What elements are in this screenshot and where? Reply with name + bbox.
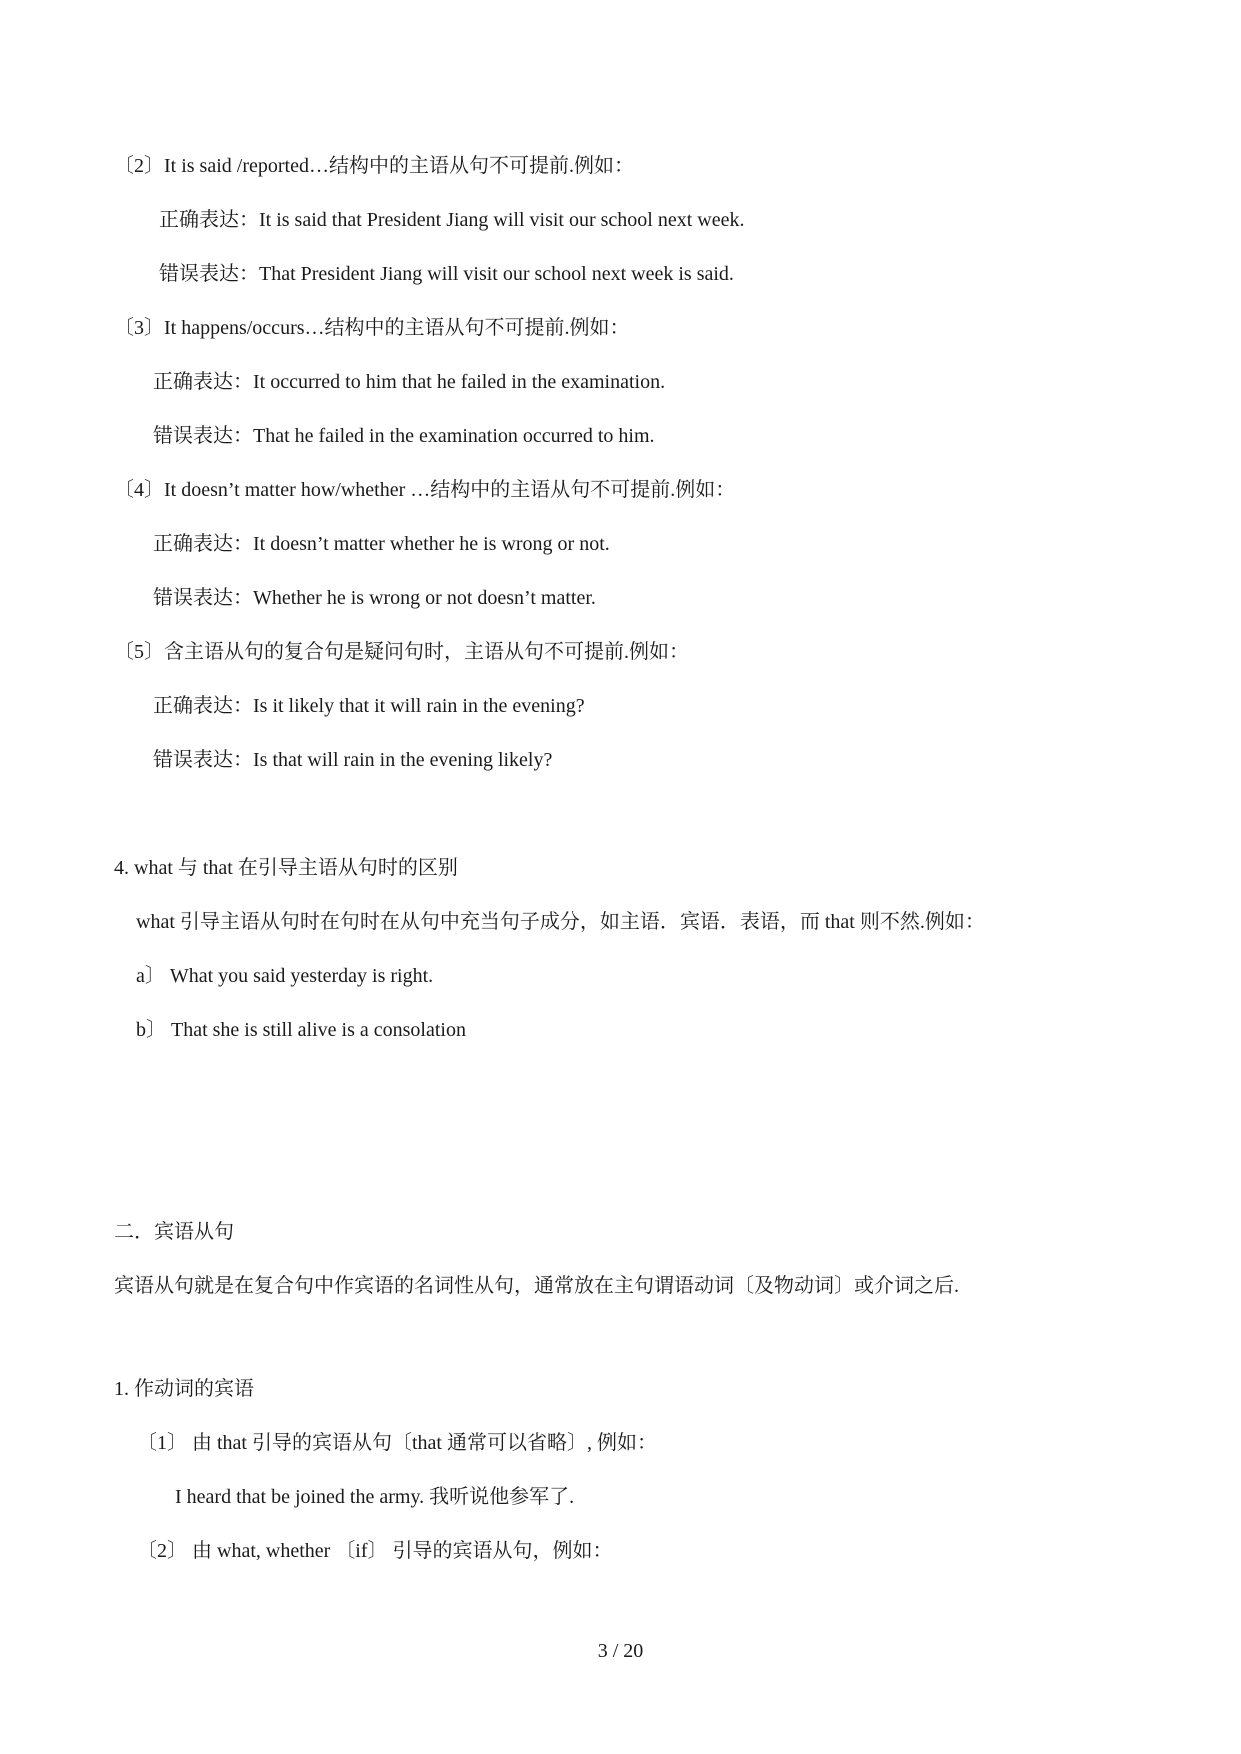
object-clause-definition: 宾语从句就是在复合句中作宾语的名词性从句，通常放在主句谓语动词〔及物动词〕或介词之后. [114,1275,959,1297]
object-clause-point2: 〔2〕 由 what, whether 〔if〕 引导的宾语从句，例如： [137,1540,613,1562]
section4-heading: 4. what 与 that 在引导主语从句时的区别 [114,857,458,879]
object-clause-sub1-heading: 1. 作动词的宾语 [114,1378,254,1400]
item4-correct-example: 正确表达：It doesn’t matter whether he is wrong or not. [153,533,610,555]
item3-heading: 〔3〕It happens/occurs…结构中的主语从句不可提前.例如： [114,317,630,339]
item4-wrong-example: 错误表达：Whether he is wrong or not doesn’t matter. [153,587,596,609]
item3-wrong-example: 错误表达：That he failed in the examination occurred to him. [153,425,655,447]
page-number: 3 / 20 [597,1640,644,1662]
item3-correct-example: 正确表达：It occurred to him that he failed in the examination. [153,371,666,393]
item4-heading: 〔4〕It doesn’t matter how/whether …结构中的主语从句不可提前.例如： [114,479,736,501]
item2-correct-example: 正确表达：It is said that President Jiang will visit our school next week. [159,209,745,231]
section4-intro: what 引导主语从句时在句时在从句中充当句子成分，如主语．宾语．表语，而 that 则不然.例如： [136,911,985,933]
object-clause-point1-example: I heard that be joined the army. 我听说他参军了. [175,1486,575,1508]
item5-heading: 〔5〕含主语从句的复合句是疑问句时，主语从句不可提前.例如： [114,641,689,663]
object-clause-title: 二．宾语从句 [114,1221,234,1243]
item2-wrong-example: 错误表达：That President Jiang will visit our school next week is said. [159,263,734,285]
item5-correct-example: 正确表达：Is it likely that it will rain in the evening? [153,695,585,717]
section4-example-a: a〕 What you said yesterday is right. [136,965,434,987]
item2-heading: 〔2〕It is said /reported…结构中的主语从句不可提前.例如： [114,155,634,177]
section4-example-b: b〕 That she is still alive is a consolation [136,1019,466,1041]
item5-wrong-example: 错误表达：Is that will rain in the evening likely? [153,749,553,771]
object-clause-point1: 〔1〕 由 that 引导的宾语从句〔that 通常可以省略〕, 例如： [137,1432,657,1454]
